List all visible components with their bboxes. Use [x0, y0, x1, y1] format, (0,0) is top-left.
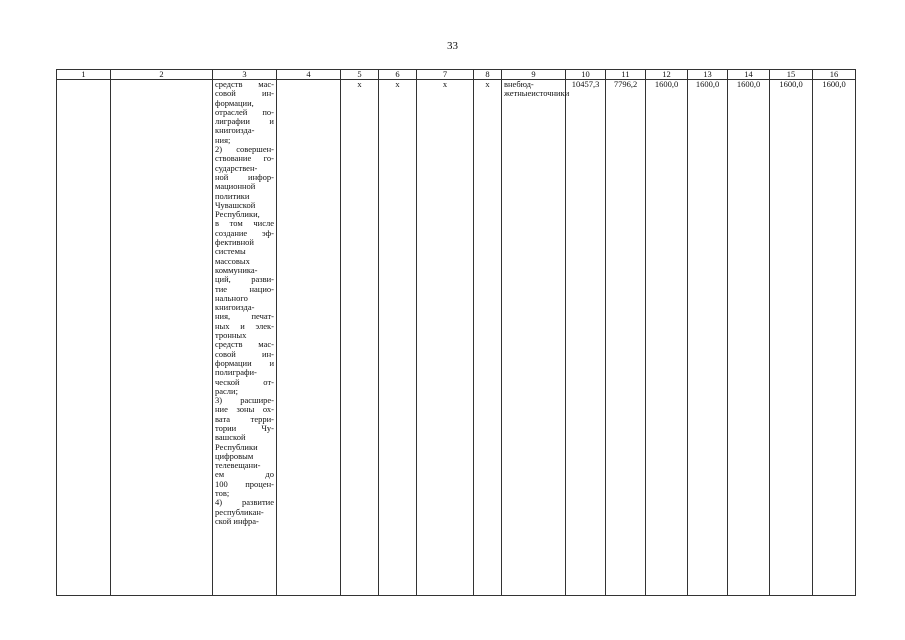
- description-line: сударствен-: [215, 162, 258, 173]
- description-line: тории Чу-: [215, 422, 274, 433]
- budget-table: [56, 69, 856, 596]
- description-line: нального: [215, 292, 248, 303]
- description-line: Республики: [215, 441, 258, 452]
- description-line: книгоизда-: [215, 302, 255, 313]
- description-line: Чувашской: [215, 199, 256, 210]
- funding-source-line: источники: [531, 88, 570, 99]
- header-col-4: 4: [277, 70, 341, 80]
- table-row: [57, 80, 856, 596]
- cell-col-6: х: [379, 80, 417, 596]
- description-line: ем до: [215, 469, 274, 480]
- header-col-7: 7: [417, 70, 474, 80]
- page-number: 33: [447, 40, 458, 52]
- description-line: ской инфра-: [215, 515, 259, 526]
- description-line: ния;: [215, 134, 231, 145]
- description-line: массовых: [215, 255, 250, 266]
- description-line: ной инфор-: [215, 171, 274, 182]
- cell-col-15: 1600,0: [770, 80, 813, 596]
- description-line: формации,: [215, 97, 254, 108]
- header-col-8: 8: [474, 70, 502, 80]
- header-col-13: 13: [688, 70, 728, 80]
- description-line: 100 процен-: [215, 478, 274, 489]
- description-line: Республики,: [215, 209, 260, 220]
- cell-col-12: 1600,0: [646, 80, 688, 596]
- cell-col-14: 1600,0: [728, 80, 770, 596]
- cell-col-1: [57, 80, 111, 596]
- cell-col-8: х: [474, 80, 502, 596]
- description-line: лиграфии и: [215, 116, 274, 127]
- description-line: коммуника-: [215, 264, 258, 275]
- description-line: тие нацио-: [215, 283, 274, 294]
- description-line: тронных: [215, 330, 247, 341]
- cell-col-4: [277, 80, 341, 596]
- description-line: формации и: [215, 357, 274, 368]
- funding-source-line: внебюд-: [504, 79, 534, 89]
- header-col-2: 2: [111, 70, 213, 80]
- funding-source-cell: [502, 79, 570, 596]
- description-line: отраслей по-: [215, 106, 274, 117]
- description-line: совой ин-: [215, 88, 274, 99]
- description-line: мационной: [215, 181, 256, 192]
- description-line: совой ин-: [215, 348, 274, 359]
- header-col-9: 9: [502, 70, 566, 80]
- header-col-11: 11: [606, 70, 646, 80]
- description-line: республикан-: [215, 506, 264, 517]
- description-line: 2) совершен-: [215, 144, 274, 155]
- header-col-15: 15: [770, 70, 813, 80]
- description-line: вашской: [215, 432, 246, 443]
- cell-col-11: 7796,2: [606, 80, 646, 596]
- cell-col-10: 10457,3: [566, 80, 606, 596]
- description-line: тов;: [215, 488, 230, 499]
- description-line: в том числе: [215, 218, 274, 229]
- description-line: ствование го-: [215, 153, 274, 164]
- header-col-12: 12: [646, 70, 688, 80]
- cell-col-2: [111, 80, 213, 596]
- description-line: создание эф-: [215, 227, 274, 238]
- description-line: вата терри-: [215, 413, 274, 424]
- description-line: ций, разви-: [215, 274, 274, 285]
- header-col-6: 6: [379, 70, 417, 80]
- description-line: полиграфи-: [215, 367, 257, 378]
- cell-col-7: х: [417, 80, 474, 596]
- description-line: расли;: [215, 385, 238, 396]
- description-line: ние зоны ох-: [215, 404, 274, 415]
- description-line: цифровым: [215, 450, 254, 461]
- description-line: ных и элек-: [215, 320, 274, 331]
- header-col-16: 16: [813, 70, 856, 80]
- description-line: средств мас-: [215, 79, 274, 89]
- description-line: 4) развитие: [215, 497, 274, 508]
- description-line: ческой от-: [215, 376, 274, 387]
- header-col-10: 10: [566, 70, 606, 80]
- cell-col-13: 1600,0: [688, 80, 728, 596]
- description-line: фективной: [215, 237, 254, 248]
- description-line: телевещани-: [215, 460, 261, 471]
- description-line: политики: [215, 190, 250, 201]
- header-col-5: 5: [341, 70, 379, 80]
- description-line: средств мас-: [215, 339, 274, 350]
- funding-source-line: жетные: [504, 88, 532, 99]
- description-line: ния, печат-: [215, 311, 274, 322]
- description-line: 3) расшире-: [215, 395, 274, 406]
- header-col-1: 1: [57, 70, 111, 80]
- description-line: книгоизда-: [215, 125, 255, 136]
- header-col-14: 14: [728, 70, 770, 80]
- description-line: системы: [215, 246, 246, 257]
- header-col-3: 3: [213, 70, 277, 80]
- cell-col-16: 1600,0: [813, 80, 856, 596]
- header-row: [57, 70, 856, 80]
- task-description-cell: [213, 80, 277, 596]
- cell-col-5: х: [341, 80, 379, 596]
